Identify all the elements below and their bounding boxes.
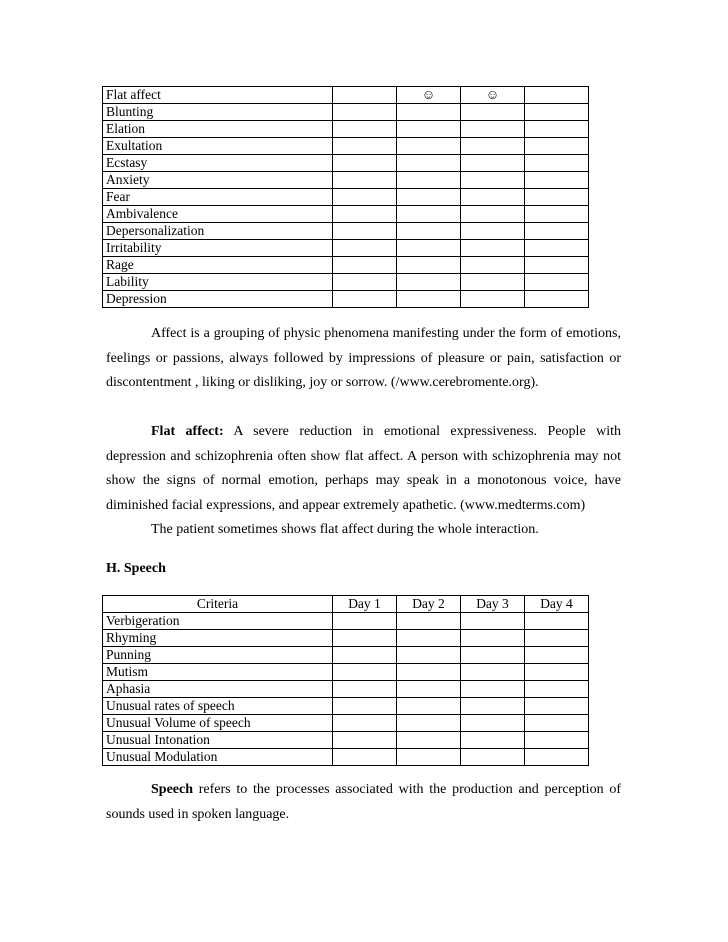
speech-day-3-cell — [461, 698, 525, 715]
affect-day-1-cell — [333, 189, 397, 206]
affect-day-4-cell — [525, 240, 589, 257]
speech-day-1-cell — [333, 749, 397, 766]
affect-day-2-cell — [397, 121, 461, 138]
affect-day-3-cell — [461, 257, 525, 274]
affect-day-4-cell — [525, 138, 589, 155]
affect-day-1-cell — [333, 121, 397, 138]
affect-table — [102, 86, 589, 308]
affect-day-1-cell — [333, 104, 397, 121]
table-row — [103, 732, 589, 749]
table-row — [103, 681, 589, 698]
affect-criterion: Blunting — [103, 104, 333, 121]
speech-day-2-cell — [397, 613, 461, 630]
affect-criterion: Lability — [103, 274, 333, 291]
speech-criterion: Unusual Modulation — [103, 749, 333, 766]
affect-day-3-cell — [461, 172, 525, 189]
affect-criterion: Irritability — [103, 240, 333, 257]
speech-day-2-cell — [397, 664, 461, 681]
affect-day-4-cell — [525, 257, 589, 274]
speech-day-4-cell — [525, 749, 589, 766]
affect-day-3-cell — [461, 189, 525, 206]
speech-day-2-cell — [397, 732, 461, 749]
affect-day-2-cell: ☺ — [397, 87, 461, 104]
speech-day-2-cell — [397, 749, 461, 766]
table-row — [103, 189, 589, 206]
speech-day-4-cell — [525, 732, 589, 749]
speech-day-2-cell — [397, 647, 461, 664]
affect-definition-paragraph: Affect is a grouping of physic phenomena manifesting under the form of emotions, feelings or passions, always followed by impressions of pleasure or pain, satisfaction or discontentment , liking or disliking, joy or sorrow. (/www.cerebromente.org). — [106, 326, 621, 390]
speech-day-2-cell — [397, 715, 461, 732]
speech-day-4-cell — [525, 715, 589, 732]
affect-day-1-cell — [333, 206, 397, 223]
table-row — [103, 664, 589, 681]
speech-criterion: Mutism — [103, 664, 333, 681]
affect-day-3-cell — [461, 274, 525, 291]
table-row — [103, 206, 589, 223]
table-row — [103, 172, 589, 189]
affect-day-4-cell — [525, 104, 589, 121]
affect-day-2-cell — [397, 138, 461, 155]
affect-day-4-cell — [525, 172, 589, 189]
speech-heading: H. Speech — [106, 561, 166, 576]
affect-day-4-cell — [525, 155, 589, 172]
table-row — [103, 630, 589, 647]
speech-day-1-cell — [333, 698, 397, 715]
speech-day-3-cell — [461, 732, 525, 749]
speech-day-4-cell — [525, 647, 589, 664]
table-row — [103, 647, 589, 664]
flat-affect-paragraph — [106, 420, 621, 518]
speech-day-4-cell — [525, 681, 589, 698]
speech-day-3-cell — [461, 630, 525, 647]
speech-day-1-cell — [333, 715, 397, 732]
table-row — [103, 715, 589, 732]
speech-day-4-cell — [525, 613, 589, 630]
table-row — [103, 87, 589, 104]
affect-day-4-cell — [525, 87, 589, 104]
affect-day-4-cell — [525, 274, 589, 291]
table-row — [103, 749, 589, 766]
table-row — [103, 291, 589, 308]
speech-day-1-cell — [333, 732, 397, 749]
flat-affect-term: Flat affect: — [151, 424, 224, 439]
affect-day-2-cell — [397, 240, 461, 257]
affect-day-3-cell — [461, 155, 525, 172]
speech-criterion: Unusual Volume of speech — [103, 715, 333, 732]
affect-criterion: Ecstasy — [103, 155, 333, 172]
affect-day-4-cell — [525, 206, 589, 223]
affect-criterion: Rage — [103, 257, 333, 274]
affect-day-1-cell — [333, 223, 397, 240]
header-day-2: Day 2 — [397, 596, 461, 613]
table-row — [103, 223, 589, 240]
affect-day-3-cell — [461, 223, 525, 240]
speech-day-4-cell — [525, 664, 589, 681]
affect-day-2-cell — [397, 223, 461, 240]
header-day-3: Day 3 — [461, 596, 525, 613]
table-row — [103, 121, 589, 138]
affect-day-3-cell — [461, 206, 525, 223]
affect-day-2-cell — [397, 104, 461, 121]
affect-criterion: Flat affect — [103, 87, 333, 104]
speech-definition-paragraph — [106, 778, 621, 827]
affect-day-3-cell — [461, 240, 525, 257]
affect-day-2-cell — [397, 189, 461, 206]
speech-day-1-cell — [333, 613, 397, 630]
speech-table — [102, 595, 589, 766]
affect-day-2-cell — [397, 206, 461, 223]
affect-day-1-cell — [333, 257, 397, 274]
affect-day-1-cell — [333, 291, 397, 308]
table-row — [103, 104, 589, 121]
table-row — [103, 613, 589, 630]
table-row — [103, 274, 589, 291]
speech-day-3-cell — [461, 664, 525, 681]
speech-day-2-cell — [397, 630, 461, 647]
affect-day-4-cell — [525, 223, 589, 240]
affect-day-4-cell — [525, 291, 589, 308]
speech-day-3-cell — [461, 613, 525, 630]
header-criteria: Criteria — [103, 596, 333, 613]
speech-criterion: Unusual Intonation — [103, 732, 333, 749]
flat-affect-description: A severe reduction in emotional expressiveness. People with depression and schizophrenia often show flat affect. A person with schizophrenia may not show the signs of normal emotion, perhaps may speak in a monotonous voice, have diminished facial expressions, and appear extremely apathetic. (www.medterms.com) — [106, 424, 622, 513]
speech-day-4-cell — [525, 698, 589, 715]
speech-day-3-cell — [461, 681, 525, 698]
speech-criterion: Punning — [103, 647, 333, 664]
affect-day-1-cell — [333, 274, 397, 291]
speech-day-3-cell — [461, 749, 525, 766]
affect-day-1-cell — [333, 172, 397, 189]
table-row — [103, 138, 589, 155]
speech-day-2-cell — [397, 681, 461, 698]
speech-term: Speech — [151, 782, 193, 797]
speech-description: refers to the processes associated with the production and perception of sounds used in spoken language. — [106, 782, 621, 822]
affect-day-4-cell — [525, 189, 589, 206]
header-day-1: Day 1 — [333, 596, 397, 613]
speech-criterion: Aphasia — [103, 681, 333, 698]
speech-day-1-cell — [333, 664, 397, 681]
speech-day-1-cell — [333, 630, 397, 647]
speech-day-2-cell — [397, 698, 461, 715]
affect-criterion: Depression — [103, 291, 333, 308]
affect-day-3-cell — [461, 121, 525, 138]
speech-day-1-cell — [333, 647, 397, 664]
affect-criterion: Exultation — [103, 138, 333, 155]
table-row — [103, 257, 589, 274]
speech-criterion: Rhyming — [103, 630, 333, 647]
speech-table-header-row — [103, 596, 589, 613]
speech-day-1-cell — [333, 681, 397, 698]
speech-day-4-cell — [525, 630, 589, 647]
affect-day-3-cell — [461, 291, 525, 308]
affect-day-1-cell — [333, 155, 397, 172]
table-row — [103, 155, 589, 172]
affect-criterion: Depersonalization — [103, 223, 333, 240]
speech-criterion: Unusual rates of speech — [103, 698, 333, 715]
table-row — [103, 240, 589, 257]
affect-day-2-cell — [397, 257, 461, 274]
affect-day-2-cell — [397, 274, 461, 291]
affect-day-2-cell — [397, 172, 461, 189]
affect-day-2-cell — [397, 291, 461, 308]
affect-day-1-cell — [333, 87, 397, 104]
affect-criterion: Anxiety — [103, 172, 333, 189]
affect-day-3-cell — [461, 138, 525, 155]
header-day-4: Day 4 — [525, 596, 589, 613]
affect-criterion: Elation — [103, 121, 333, 138]
speech-day-3-cell — [461, 647, 525, 664]
affect-day-4-cell — [525, 121, 589, 138]
speech-day-3-cell — [461, 715, 525, 732]
affect-day-3-cell: ☺ — [461, 87, 525, 104]
affect-day-2-cell — [397, 155, 461, 172]
table-row — [103, 698, 589, 715]
affect-criterion: Ambivalence — [103, 206, 333, 223]
affect-day-3-cell — [461, 104, 525, 121]
speech-criterion: Verbigeration — [103, 613, 333, 630]
observation-paragraph: The patient sometimes shows flat affect during the whole interaction. — [151, 522, 539, 537]
affect-criterion: Fear — [103, 189, 333, 206]
affect-day-1-cell — [333, 240, 397, 257]
affect-day-1-cell — [333, 138, 397, 155]
